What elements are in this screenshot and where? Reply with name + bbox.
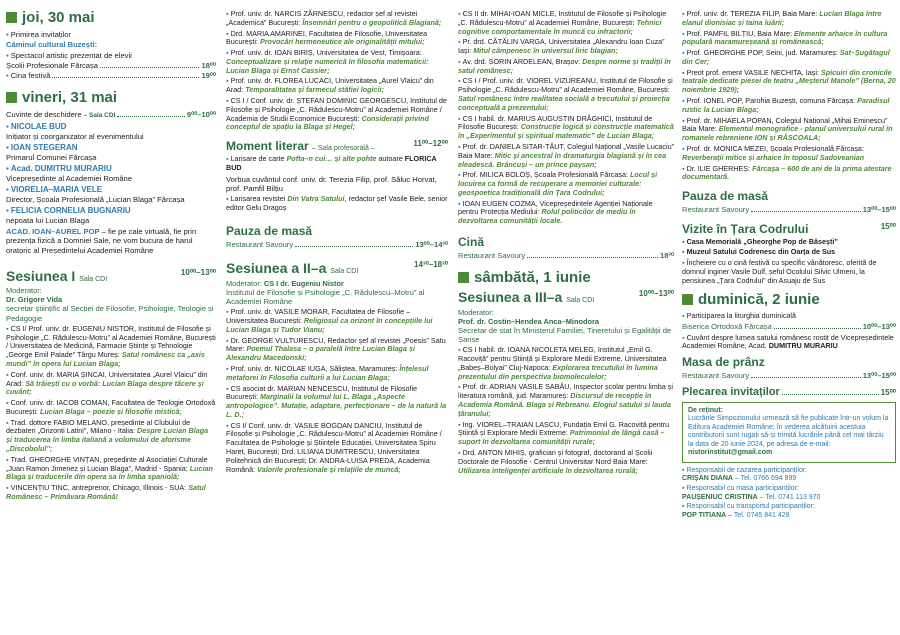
lunch-heading-3: Masa de prânz: [682, 355, 765, 370]
paper-entry: ▪ Prof. univ. dr. NICOLAE IUGA, Săliștea, Maramureș: Înțelesul metaforei în Filosofia culturii a lui Lucian Blaga;: [226, 364, 429, 382]
column-4: [682, 8, 896, 632]
column-2: [226, 8, 448, 632]
paper-entry: ▪ Prof. univ. dr. IOAN BIRIȘ, Universitatea de Vest, Timișoara: Conceptualizare și relație numerică în filosofia matematicii: Lucian Blaga și Ernst Cassier;: [226, 48, 429, 75]
paper-entry: ▪ Prof. univ. dr. VASILE MORAR, Facultatea de Filosofie – Universitatea București: Religiosul ca orizont în concepțiile lui Lucian Blaga și Tudor Vianu;: [226, 307, 433, 334]
paper-entry: ▪ Dr. ILIE GHERHEȘ: Fărcașa – 600 de ani de la prima atestare documentară.: [682, 163, 892, 182]
paper-entry: ▪ CS II dr. MIHAI-IOAN MICLE, Institutul de Filosofie și Psihologie „C. Rădulescu-Motru” al Academiei Române, București: Tehnici cognitive comportamentale în muncă cu infractorii;: [458, 9, 667, 36]
paper-entry: ▪ VINCENȚIU TINC, antreprenor, Chicago, Illinois - SUA: Satul Românesc – Primăvara Română!: [6, 483, 206, 501]
square-bullet-icon: [6, 92, 17, 103]
moderator-role: secretar științific al Secției de Filosofie, Psihologie, Teologie și Pedagogie: [6, 304, 214, 323]
paper-entry: ▪ Preot prof. ement VASILE NECHITA, Iași: Spicuiri din cronicile teatrale dedicate piesei de teatru „Meșterul Manole” (Berna, 20 noiembrie 1929);: [682, 67, 896, 95]
moderator-name: Dr. Grigore Vida: [6, 295, 63, 305]
square-bullet-icon: [458, 272, 469, 283]
speaker-role: Director, Școala Profesională „Lucian Blaga” Fărcașa: [6, 194, 185, 204]
literary-item: ▪ Lansarea revistei Din Vatra Satului, redactor șef Vasile Bele, senior editor Gelu Dragoș: [226, 194, 448, 213]
square-bullet-icon: [6, 12, 17, 23]
speaker-role: nepoata lui Lucian Blaga: [6, 215, 90, 225]
session-2-heading: Sesiunea a II–a Sala CDI 14³⁰–18³⁰: [226, 260, 448, 277]
paper-entry: ▪ Prof. dr. MIHAELA POPAN, Colegiul Național „Mihai Eminescu” Baia Mare: Elementul monografice - planul universului rural în romanele rebreniene ION și RĂSCOALA;: [682, 115, 893, 143]
paper-entry: ▪ Dr. GEORGE VULTURESCU, Redactor șef al revistei „Poesis” Satu Mare: Poemul Thalasa – o paralelă între Lucian Blaga și Alexandru Macedonski;: [226, 335, 446, 363]
paper-entry: ▪ Conf. univ. dr. MARIA ȘINCAI, Universitatea „Aurel Vlaicu” din Arad: Să trăiești cu o vorbă: Lucian Blaga despre tăcere și cuvânt;: [6, 369, 208, 397]
visit-item: ▪ Casa Memorială „Gheorghe Pop de Băsești”: [682, 236, 838, 246]
contact-2: ▪ Responsabil cu masa participanților: PAUȘENIUC CRISTINA – Tel. 0741 113 970: [682, 484, 821, 501]
paper-entry: ▪ Prof. univ. dr. FLOREA LUCACI, Universitatea „Aurel Vlaicu” din Arad: Temporalitatea și farmecul stăfiei logicii;: [226, 76, 434, 95]
contact-3: ▪ Responsabil cu transportul participanților: POP TITIANA – Tel. 0745 841 428: [682, 503, 815, 519]
paper-entry: ▪ Prof. GHEORGHE POP, Seini, jud. Maramureș: Sat–Șugătagul din Cer;: [682, 48, 890, 66]
speaker-entry: ACAD. IOAN–AUREL POP – fie pe cale virtuală, fie prin prezența fizică a Domniei Sale, ne vom bucura de harul oratoric al Președintelui Academiei Române: [6, 227, 197, 255]
paper-entry: ▪ CS I / Conf. univ. dr. ȘTEFAN DOMINIC GEORGESCU, Institutul de Filosofie și Psihologie „C. Rădulescu-Motru” al Academiei Române / Academia de Studii Economice București: Considerații privind conceptul de spațiu la Blaga și Hegel;: [226, 96, 447, 132]
paper-entry: ▪ Trad. dottore FABIO MELANO, președinte al Clubului de dezbateri „Orizonti Latini”, Milano - Italia: Despre Lucian Blaga și traducerea în limba italiană a volumului de aforisme „Discobolul”;: [6, 417, 209, 454]
note-body: Lucrările Simpozionului urmează să fie publicate într-un volum la Editura Academiei Române; în vederea alcătuirii acestuia contributorii sunt rugați să-și trimită lucrările până cel mai târziu la data de 20 iunie 2024, pe adresa de e-mail:: [688, 415, 889, 448]
contacts: [682, 467, 896, 520]
paper-entry: ▪ Drd. ANTON MIHIȘ, grafician și fotograf, doctorand al Școlii Doctorale de Filosofie - Centrul Universitar Nord Baia Mare: Utilizarea inteligenței artificiale în dezvoltarea rurală;: [458, 447, 653, 475]
schedule-item: ▪ Cina festivă 19⁰⁰: [6, 71, 216, 80]
dinner-line: Restaurant Savoury 18³⁰: [458, 251, 674, 261]
lunch-heading: Pauza de masă: [226, 223, 313, 238]
schedule-item: ▪ Spectacol artistic prezentat de elevii: [6, 50, 132, 60]
paper-entry: ▪ CS I / Prof. univ. dr. VIOREL VIZUREANU, Institutul de Filosofie și Psihologie „C. Rădulescu-Motru” al Academiei Române, București: Satul românesc între realitatea socială a trecutului și proiecția conceptuală a prezentului;: [458, 76, 673, 112]
speaker-role: Primarul Comunei Fărcașa: [6, 152, 97, 162]
note-email: nistorinstitut@gmail.com: [688, 449, 773, 457]
paper-entry: ▪ Prof. IONEL POP, Parohia Buzești, comuna Fărcașa: Paradisul rustic la Lucian Blaga;: [682, 96, 890, 114]
sunday-item: ▪ Cuvânt despre lumea satului românesc rostit de Vicepreședintele Academiei Române, Acad. DUMITRU MURARIU: [682, 332, 894, 351]
day-heading-saturday: sâmbătă, 1 iunie: [458, 270, 674, 285]
square-icon: ▪: [6, 30, 9, 39]
paper-entry: ▪ CS I/ Conf. univ. dr. VASILE BOGDAN DANCIU, Institutul de Filosofie și Psihologie „C. Rădulescu-Motru” al Academiei Române / Facultatea de Psihologie și Științele Educației, Universitatea Spiru Haret, București; Drd. LILIANA DUMITRESCU, Universitatea Politehnică din București; Dr. ANDRA-LUISA PREDA, Academia Română: Valorile profesionale și relațiile de muncă;: [226, 420, 442, 474]
dinner-heading: Cină: [458, 234, 485, 249]
paper-entry: ▪ Trad. GHEORGHE VINȚAN, președinte al Asociației Culturale „Juan Ramon Jimenez și Lucian Blaga”, Madrid - Spania: Lucian Blaga și traducerile din opera sa în limba spaniolă;: [6, 454, 213, 482]
paper-entry: ▪ Av. drd. SORIN ARDELEAN, Brașov: Despre norme și tradiții în satul românesc;: [458, 56, 671, 75]
day-heading-thursday: joi, 30 mai: [6, 10, 216, 25]
note-title: De reținut:: [688, 406, 723, 414]
day-heading-friday: vineri, 31 mai: [6, 90, 216, 105]
paper-entry: ▪ Prof. dr. MONICA MEZEI, Școala Profesională Fărcașa: Reverberații mitice și arhaice în toposul Sadoveanian: [682, 143, 865, 162]
speaker-role: Inițiator și coorganizator al evenimentului: [6, 131, 144, 141]
moderator-role: Institutul de Filosofie și Psihologie „C. Rădulescu–Motru” al Academiei Române: [226, 287, 425, 307]
visits-heading: Vizite în Țara Codrului 15⁰⁰: [682, 221, 896, 236]
paper-entry: ▪ CS asociat dr. MARIAN NENCESCU, Institutul de Filosofie București: Marginalii la volumul lui L. Blaga „Aspecte antropologice”. Mutație, adaptare, perfecționare – de la natură la L. D.;: [226, 383, 447, 419]
visit-item: ▪ Muzeul Satului Codrenesc din Oarța de Sus: [682, 247, 836, 257]
paper-entry: ▪ Prof. PAMFIL BILȚIU, Baia Mare: Elemente arhaice în cultura populară maramureșeană și românească;: [682, 28, 888, 47]
literary-item: ▪ Lansare de carte Pofta–n cui… și alte pohte autoare FLORICA BUD: [226, 154, 437, 173]
lunch-heading-2: Pauza de masă: [682, 189, 769, 204]
speaker-name: ▪ IOAN STEGERAN: [6, 143, 78, 153]
opening-line: Cuvinte de deschidere – Sala CDI 9⁰⁰–10⁰⁰: [6, 110, 216, 120]
speaker-name: ▪ NICOLAE BUD: [6, 122, 67, 132]
paper-entry: ▪ Pr. drd. CĂTĂLIN VARGA, Universitatea „Alexandru Ioan Cuza” Iași: Mitul câmpenesc în universul liric blagian;: [458, 37, 665, 56]
column-3: [458, 8, 674, 632]
lunch-line-2: Restaurant Savoury 13⁰⁰–15⁰⁰: [682, 205, 896, 215]
speaker-name: ▪ FELICIA CORNELIA BUGNARIU: [6, 206, 131, 216]
departure-line: Plecarea invitaților 15⁰⁰: [682, 385, 896, 398]
note-box: [682, 402, 896, 463]
square-bullet-icon: [682, 294, 693, 305]
literary-text: Vorbua cuvântul conf. univ. dr. Terezia Filip, prof. Săluc Horvat, prof. Pamfil Bilțiu: [226, 174, 437, 194]
paper-entry: ▪ Prof. univ. dr. NARCIS ZĂRNESCU, redactor șef al revistei „Academica” București: Însemnări pentru o geopolitică Blagiană;: [226, 9, 442, 27]
moderator-name: Prof. dr. Costin–Hendea Anca–Minodora: [458, 316, 599, 326]
sunday-item: ▪ Participarea la liturghia duminicală: [682, 310, 797, 320]
speaker-name: ▪ Acad. DUMITRU MURARIU: [6, 164, 112, 174]
paper-entry: ▪ Prof. dr. ADRIAN VASILE SABĂU, Inspector școlar pentru limba și literatura română, jud. Maramureș: Discursul de recepție în Academia Română. Blaga și Rebreanu. Elogiul satului și lauda țăranului;: [458, 382, 673, 418]
paper-entry: ▪ CS I habil. dr. MARIUS AUGUSTIN DRĂGHICI, Institutul de Filosofie București: Construcție logică și construcție matematică în „Experimentul și spiritual matematic” de Lucian Blaga;: [458, 113, 674, 141]
moderator-line: Moderator: CS I dr. Eugeniu Nistor: [226, 278, 344, 288]
lunch-line: Restaurant Savoury 13⁰⁰–14³⁰: [226, 240, 448, 250]
venue-line: Căminul cultural Buzești:: [6, 40, 98, 50]
column-1: [6, 8, 216, 632]
paper-entry: ▪ Prof. dr. DANIELA SITAR-TĂUT, Colegiul Național „Vasile Lucaciu” Baia Mare: Mitic și ancestral în dramaturgia blagiană și în cea eleadescă. Brâncuși – un prince paysan;: [458, 141, 674, 169]
moderator-label: Moderator:: [6, 286, 42, 296]
visit-item: ▪ Încheiere cu o cină festivă cu specific vânătoresc, oferită de domnul inginer Vasile Dulf, șeful Ocolului Silvic Ulmeni, la pensiunea „Țara Codrului” din Asuaju de Sus: [682, 258, 877, 285]
moderator-label: Moderator:: [458, 307, 494, 317]
contact-1: ▪ Responsabil de cazarea participanților: CRIȘAN DIANA – Tel. 0766 694 899: [682, 466, 808, 483]
day-heading-sunday: duminică, 2 iunie: [682, 292, 896, 307]
literary-moment-heading: Moment literar – Sala profesorală – 11⁰⁰–12⁰⁰: [226, 139, 448, 154]
session-3-heading: Sesiunea a III–a Sala CDI 10⁰⁰–13⁰⁰: [458, 289, 674, 306]
paper-entry: ▪ Prof. MILICA BOLOȘ, Școala Profesională Fărcașa: Locul și locuirea ca formă de recuperare a memoriei culturale: geospoetica tradițională din Țara Codrului;: [458, 170, 658, 197]
paper-entry: ▪ Prof. univ. dr. TEREZIA FILIP, Baia Mare: Lucian Blaga între elanul dionisiac și taina luării;: [682, 9, 882, 27]
square-icon: ▪: [6, 50, 9, 60]
moderator-role: Secretar de stat în Ministerul Familiei, Tineretului și Egalității de Șanse: [458, 325, 672, 345]
schedule-item: Școlii Profesionale Fărcașa 18⁰⁰: [6, 60, 216, 70]
sunday-line: Biserica Ortodoxă Fărcașa 10⁰⁰–13⁰⁰: [682, 322, 896, 332]
square-icon: ▪: [6, 71, 9, 80]
paper-entry: ▪ Drd. MARIA AMARINEI, Facultatea de Filosofie, Universitatea București: Provocări hermeneutice ale originalității mitului;: [226, 28, 428, 47]
paper-entry: ▪ CS I habil. dr. IOANA NICOLETA MELEG, Institutul „Emil G. Racoviță” pentru Știință și Explorare Medii Extreme, Universitatea „Babeș–Bolyai” Cluj-Napoca: Explorarea trecutului în lumina prezentului din perspectiva biomoleculelor;: [458, 345, 667, 381]
paper-entry: ▪ IOAN EUGEN COZMA, Vicepreședintele Agenției Naționale pentru Protecția Mediului: Rolul politicilor de mediu în dezvoltarea comunității locale.: [458, 198, 653, 226]
paper-entry: ▪ Conf. univ. dr. IACOB COMAN, Facultatea de Teologie Ortodoxă București: Lucian Blaga – poezie și filosofie mistică;: [6, 398, 216, 416]
paper-entry: ▪ CS I/ Prof. univ. dr. EUGENIU NISTOR, Institutul de Filosofie și Psihologie „C. Rădulescu-Motru” al Academiei Române, București / Universitatea de Medicină, Farmacie Științe și Tehnologie „George Emil Palade” Târgu Mureș: Satul românesc ca „axis mundi” în opera lui Lucian Blaga;: [6, 323, 216, 368]
paper-entry: ▪ Ing. VIOREL–TRAIAN LASCU, Fundația Emil G. Racoviță pentru Știință și Explorare Medii Extreme: Patrimoniul de lângă casă – suport în dezvoltarea comunității rurale;: [458, 419, 670, 447]
lunch-line-3: Restaurant Savoury 13⁰⁰–15⁰⁰: [682, 371, 896, 381]
speaker-role: Vicepreședinte al Academiei Române: [6, 173, 133, 183]
speaker-name: ▪ VIORELIA–MARIA VELE: [6, 185, 103, 195]
schedule-item: ▪ Primirea invitaților: [6, 30, 72, 39]
session-1-heading: Sesiunea I Sala CDI 10⁰⁰–13⁰⁰: [6, 267, 216, 284]
